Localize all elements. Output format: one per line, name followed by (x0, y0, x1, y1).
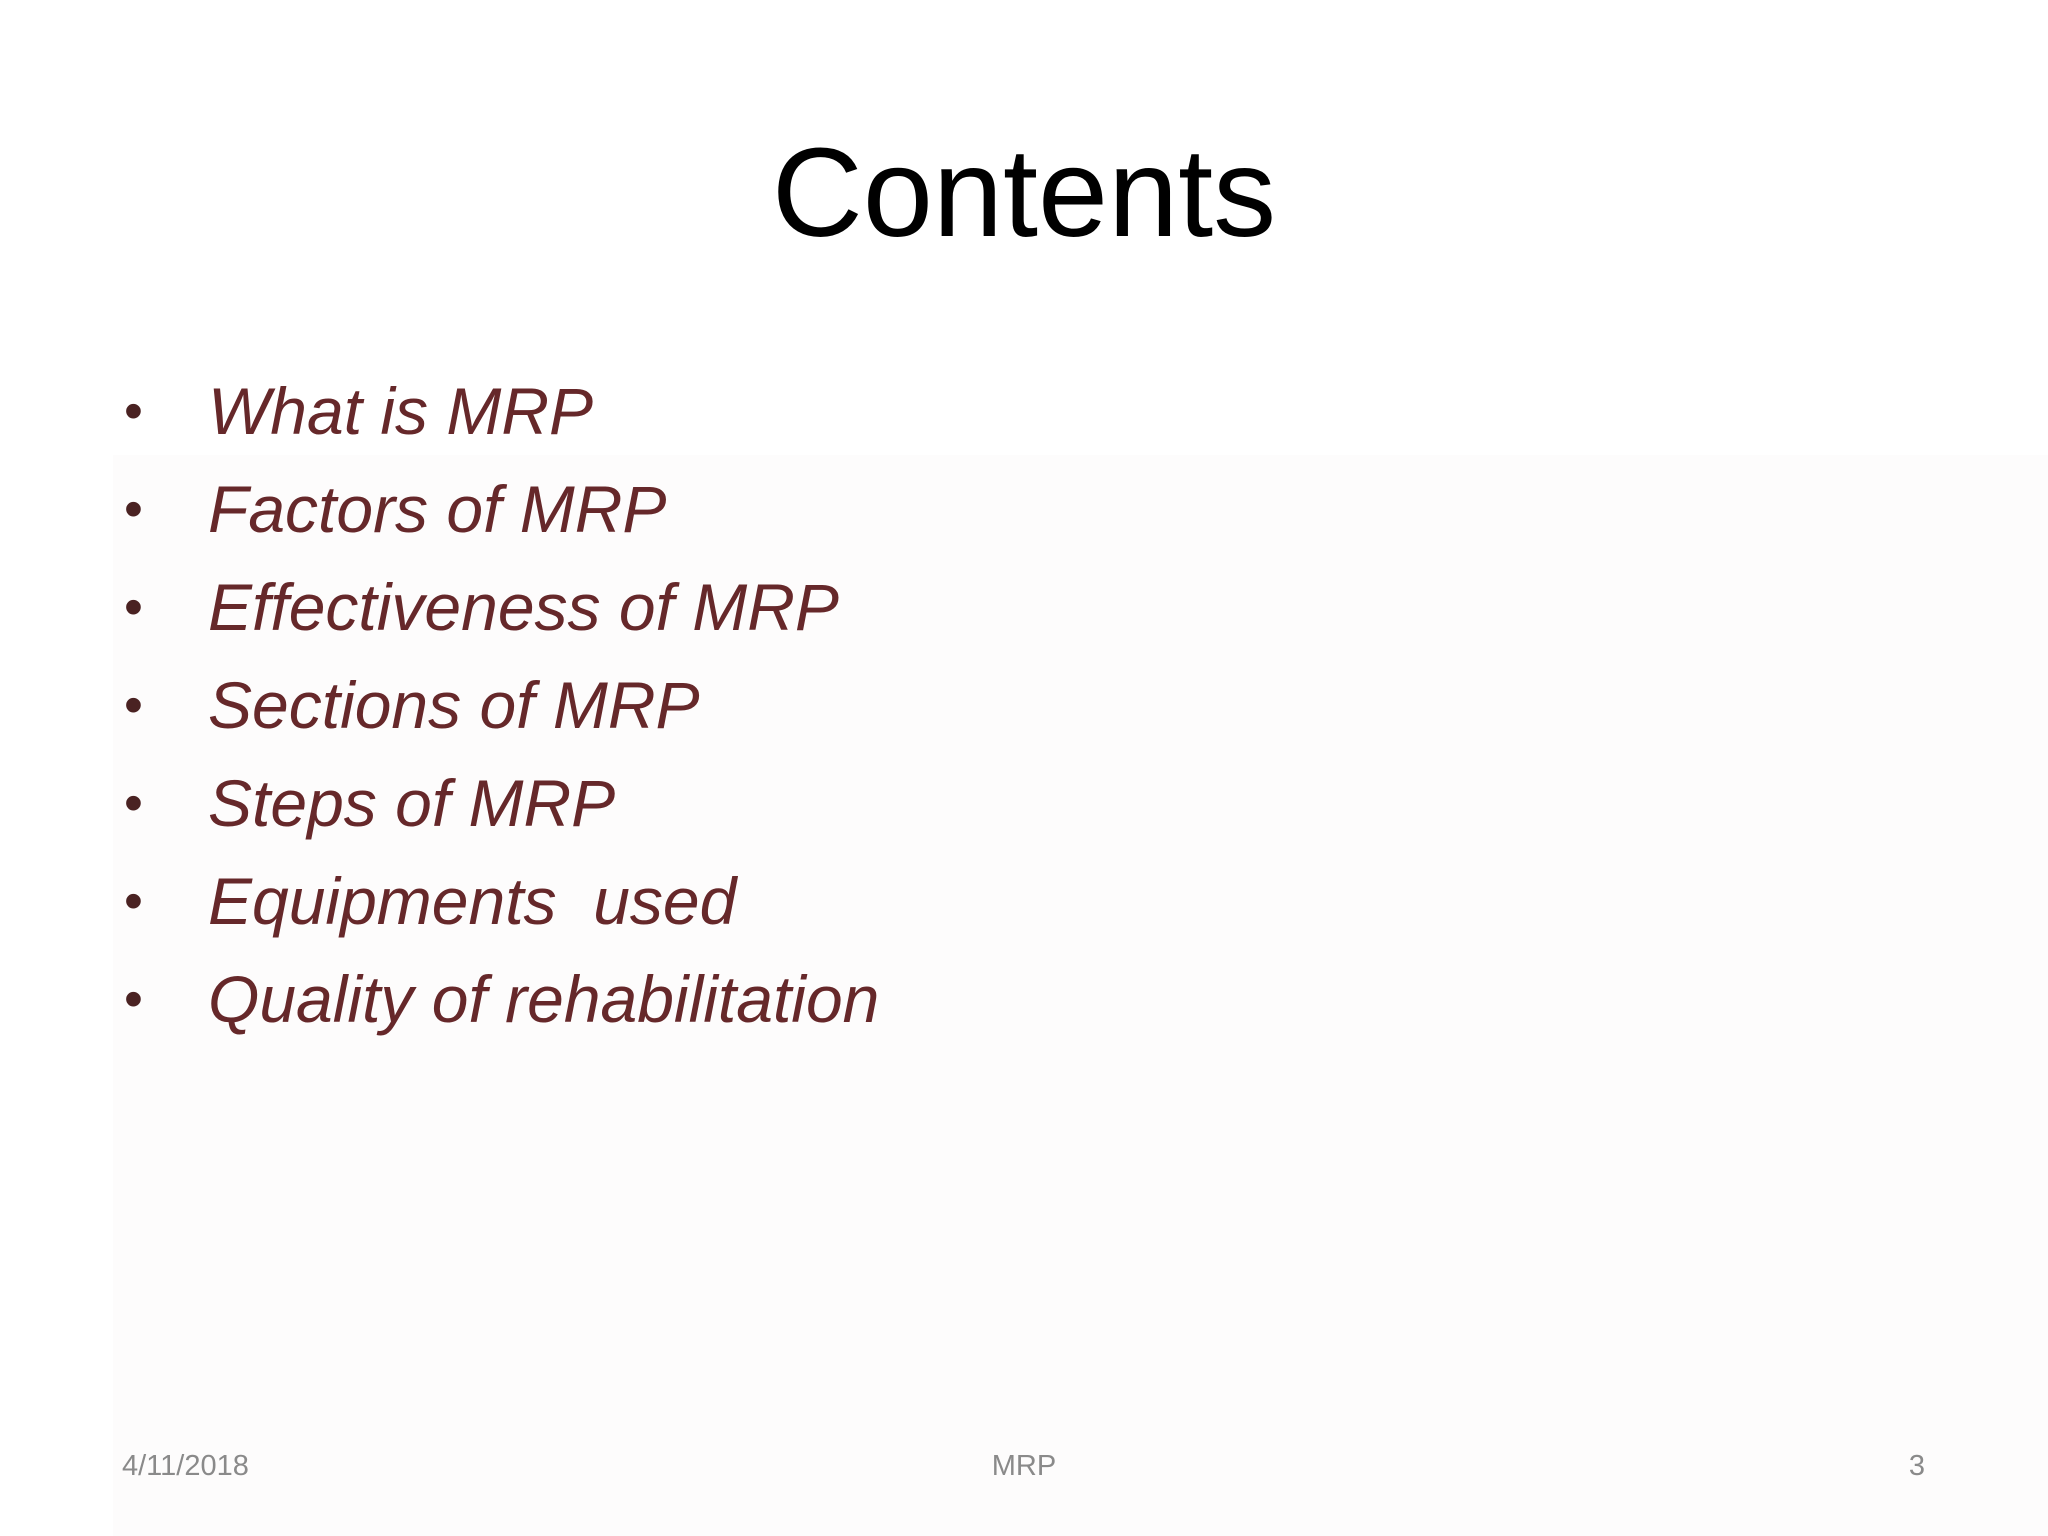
list-item-text: Factors of MRP (208, 472, 667, 546)
list-item-text: Quality of rehabilitation (208, 962, 880, 1036)
footer-date: 4/11/2018 (122, 1450, 249, 1482)
list-item-text: Steps of MRP (208, 766, 616, 840)
bullet-icon: • (124, 773, 143, 833)
bullet-icon: • (124, 969, 143, 1029)
bullet-icon: • (124, 871, 143, 931)
list-item (120, 460, 879, 558)
list-item-text: Effectiveness of MRP (208, 570, 839, 644)
footer-title: MRP (991, 1450, 1057, 1482)
list-item (120, 362, 879, 460)
list-item (120, 852, 879, 950)
list-item (120, 754, 879, 852)
footer-page-number: 3 (1908, 1450, 1925, 1482)
list-item (120, 558, 879, 656)
bullet-icon: • (124, 381, 143, 441)
list-item (120, 656, 879, 754)
list-item-text: Equipments used (208, 864, 737, 938)
bullet-icon: • (124, 479, 143, 539)
contents-list (120, 362, 879, 1048)
list-item-text: Sections of MRP (208, 668, 700, 742)
bullet-icon: • (124, 675, 143, 735)
slide-title: Contents (771, 122, 1277, 263)
list-item (120, 950, 879, 1048)
list-item-text: What is MRP (208, 374, 594, 448)
bullet-icon: • (124, 577, 143, 637)
